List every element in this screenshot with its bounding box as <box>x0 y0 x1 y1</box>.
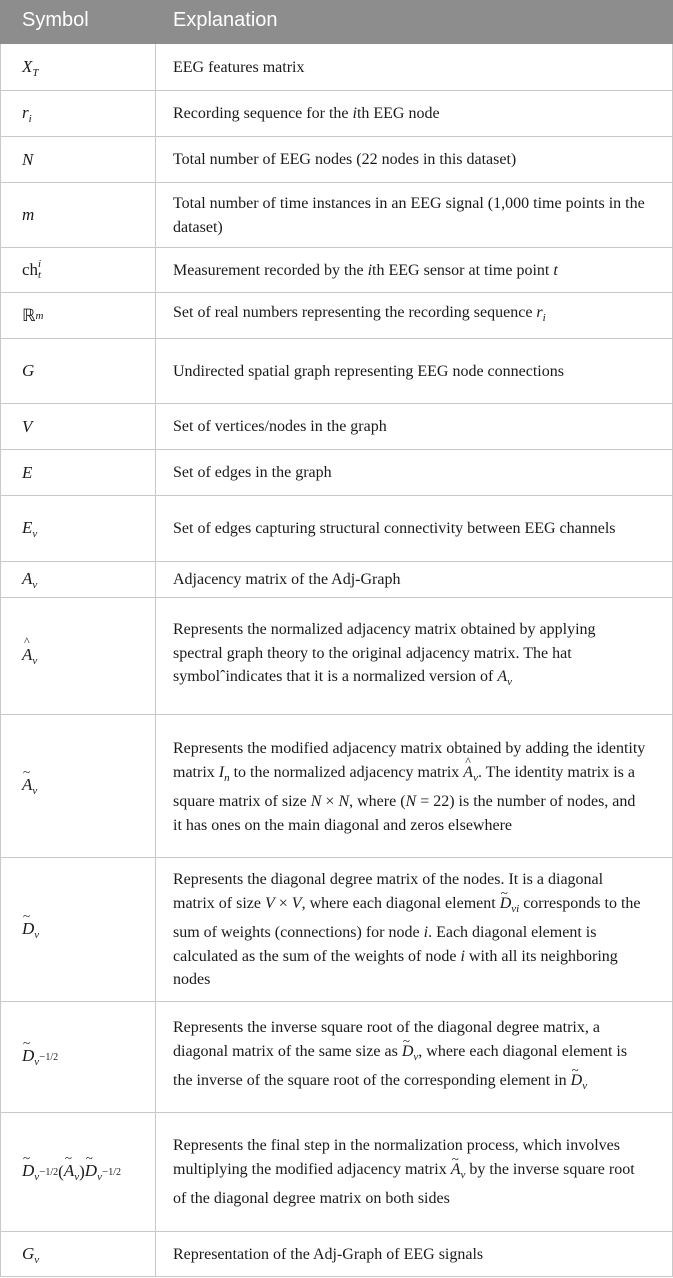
explanation-cell: Recording sequence for the ith EEG node <box>173 105 440 122</box>
explanation-cell: Total number of time instances in an EEG signal (1,000 time points in the dataset) <box>173 195 645 236</box>
table-row <box>0 45 673 90</box>
symbol-cell: $X_T$ <box>22 56 39 79</box>
explanation-cell: EEG features matrix <box>173 59 305 76</box>
symbol-cell: ~ $D_v$ − 1/2 <box>22 1002 58 1112</box>
explanation-cell: Measurement recorded by the ith EEG sensor at time point t <box>173 262 558 279</box>
table-row <box>0 136 673 182</box>
symbol-cell: ℝ m <box>22 305 44 325</box>
explanation-cell: Set of edges in the graph <box>173 464 332 481</box>
table-row <box>0 182 673 247</box>
table-row <box>0 1231 673 1277</box>
symbol-cell: E <box>22 462 33 482</box>
symbol-cell: ~ $A_v$ <box>22 715 37 857</box>
header-symbol: Symbol <box>22 9 89 31</box>
table-row <box>0 857 673 1001</box>
explanation-cell: Set of vertices/nodes in the graph <box>173 418 387 435</box>
table-row <box>0 90 673 136</box>
explanation-cell: Represents the modified adjacency matrix obtained by adding the identity matrix $I_n$ to the normalized adjacency matrix ^ $A_v$. The identity matrix is a square matrix of size N × N, where (N = 22) is the number of nodes, and it has ones on the main diagonal and zeros elsewhere <box>173 737 647 837</box>
explanation-cell: Represents the inverse square root of the diagonal degree matrix, a diagonal matrix of the same size as ~ $D_v$, where each diagonal element is the inverse of the square root of the corresponding element in ~ $D_v$ <box>173 1016 647 1099</box>
explanation-cell: Represents the diagonal degree matrix of the nodes. It is a diagonal matrix of size V × V, where each diagonal element ~ $D_{vi}$ corresponds to the sum of weights (connections) for node i. Each diagonal element is calculated as the sum of the weights of node i with all its neighboring nodes <box>173 868 647 992</box>
explanation-cell: Represents the final step in the normalization process, which involves multiplying the modified adjacency matrix ~ $A_v$ by the inverse square root of the diagonal degree matrix on both sides <box>173 1134 647 1211</box>
symbol-cell: N <box>22 149 34 169</box>
table-row <box>0 714 673 857</box>
table-row <box>0 597 673 714</box>
symbol-cell: ch i t <box>22 258 42 281</box>
symbol-cell: $r_i$ <box>22 102 32 125</box>
symbol-cell: ^ $A_v$ <box>22 598 37 714</box>
table-row <box>0 247 673 292</box>
table-row <box>0 403 673 449</box>
symbol-cell: ~ $D_v$ <box>22 858 39 1001</box>
table-row <box>0 292 673 338</box>
explanation-cell: Set of real numbers representing the recording sequence $r_i$ <box>173 304 546 324</box>
explanation-cell: Undirected spatial graph representing EEG node connections <box>173 363 564 380</box>
table-row <box>0 338 673 403</box>
table-row <box>0 449 673 495</box>
explanation-cell: Representation of the Adj-Graph of EEG signals <box>173 1246 484 1263</box>
table-row <box>0 561 673 597</box>
explanation-cell: Represents the normalized adjacency matrix obtained by applying spectral graph theory to the original adjacency matrix. The hat symbolˆindicates that it is a normalized version of $A_v$ <box>173 621 596 688</box>
symbol-cell: ~ $D_v$ − 1/2 ( ~ $A_v$ ) ~ $D_v$ − 1/2 <box>22 1113 121 1231</box>
symbol-cell: $A_v$ <box>22 568 38 591</box>
symbol-cell: G <box>22 361 35 380</box>
header-explanation: Explanation <box>173 9 278 31</box>
symbol-cell: V <box>22 416 33 436</box>
table-header <box>0 0 673 44</box>
table-row <box>0 495 673 561</box>
symbol-cell: $G_v$ <box>22 1243 40 1266</box>
explanation-cell: Adjacency matrix of the Adj-Graph <box>173 571 401 588</box>
table-row <box>0 1001 673 1112</box>
explanation-cell: Total number of EEG nodes (22 nodes in this dataset) <box>173 151 517 168</box>
symbol-cell: m <box>22 205 35 224</box>
explanation-cell: Set of edges capturing structural connectivity between EEG channels <box>173 520 616 537</box>
symbol-cell: $E_v$ <box>22 517 38 540</box>
table-row <box>0 1112 673 1231</box>
